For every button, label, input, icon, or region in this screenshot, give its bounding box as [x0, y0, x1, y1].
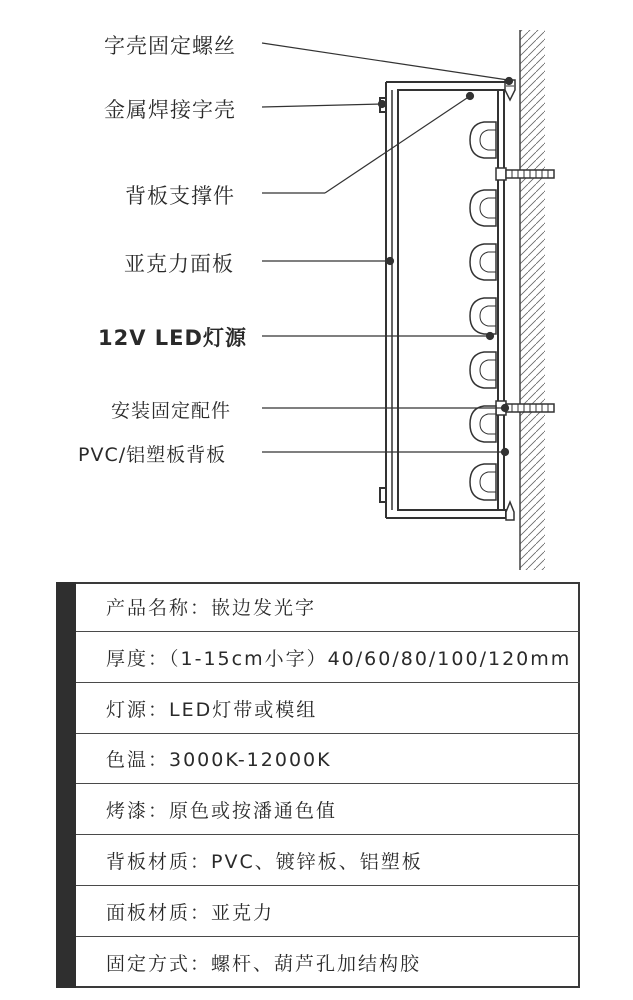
spec-text: 灯源：LED灯带或模组 [106, 698, 318, 721]
callout-led-source: 12V LED灯源 [98, 326, 247, 350]
led-modules [470, 122, 496, 500]
spec-text: 产品名称：嵌边发光字 [106, 597, 317, 619]
spec-text: 色温：3000K-12000K [106, 749, 332, 772]
bottom-screw [506, 502, 514, 520]
callout-back-panel: PVC/铝塑板背板 [78, 444, 227, 466]
led-module [470, 464, 496, 500]
spec-row [76, 887, 580, 937]
spec-rows [56, 582, 580, 988]
callout-metal-shell: 金属焊接字壳 [104, 98, 236, 122]
back-panel [498, 90, 504, 510]
led-module [470, 352, 496, 388]
wall [520, 30, 545, 570]
spec-row [76, 785, 580, 835]
led-module [470, 190, 496, 226]
spec-row [76, 734, 580, 784]
spec-text: 面板材质：亚克力 [106, 901, 275, 924]
spec-text: 固定方式：螺杆、葫芦孔加结构胶 [106, 952, 422, 975]
spec-row [76, 937, 580, 987]
callout-acrylic-panel: 亚克力面板 [124, 252, 234, 276]
spec-row [76, 684, 580, 734]
callout-letter-shell-screw: 字壳固定螺丝 [104, 34, 236, 58]
led-module [470, 406, 496, 442]
spec-row [76, 633, 580, 683]
spec-text: 厚度：（1-15cm小字）40/60/80/100/120mm [106, 647, 572, 670]
callout-back-support: 背板支撑件 [125, 184, 235, 208]
led-module [470, 244, 496, 280]
spec-row [76, 582, 580, 632]
led-module [470, 298, 496, 334]
led-module [470, 122, 496, 158]
spec-text: 烤漆：原色或按潘通色值 [106, 800, 338, 822]
mounting-bolt-upper [496, 168, 554, 180]
spec-row [76, 836, 580, 886]
spec-text: 背板材质：PVC、镀锌板、铝塑板 [106, 850, 423, 873]
callout-mounting-part: 安装固定配件 [111, 400, 232, 422]
